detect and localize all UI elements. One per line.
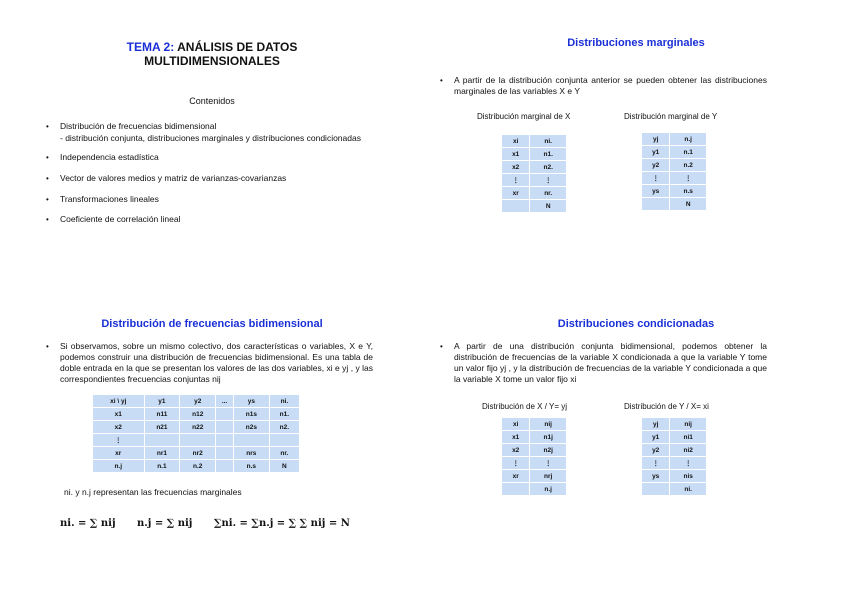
table-bidimensional xyxy=(92,394,300,473)
caption-cond-y: Distribución de Y / X= xi xyxy=(624,402,709,411)
table-cell: xi xyxy=(502,418,529,430)
table-cell: y2 xyxy=(642,444,669,456)
table-cell: n2. xyxy=(270,421,299,433)
table-cell: nrs xyxy=(234,447,269,459)
table-cell: n.j xyxy=(93,460,144,472)
table-cell: y1 xyxy=(642,146,669,158)
table-cell xyxy=(180,434,215,446)
table-cell: yj xyxy=(642,133,669,145)
table-cell: x2 xyxy=(502,444,529,456)
table-cell: x1 xyxy=(502,431,529,443)
table-cell: nr. xyxy=(270,447,299,459)
table-cell: ni. xyxy=(670,483,706,495)
table-cell: xr xyxy=(93,447,144,459)
contents-item: Transformaciones lineales xyxy=(60,194,159,204)
table-cell: n22 xyxy=(180,421,215,433)
table-cell: n.s xyxy=(234,460,269,472)
formula-ni: ni. = ∑ nij xyxy=(60,518,116,529)
table-marginal-y xyxy=(641,132,707,211)
table-cell: n1. xyxy=(530,148,566,160)
table-cell: x1 xyxy=(93,408,144,420)
table-cell: nr. xyxy=(530,187,566,199)
table-cell xyxy=(216,460,233,472)
slide3-text: Si observamos, sobre un mismo colectivo, dos características o variables, X e Y, podemos construir una distribución de frecuencias bidimensional. Es una tabla de doble entrada en la que se presentan los valores de las dos variables, xi e yj , y las correspondientes frecuencias conjuntas nij xyxy=(60,341,373,384)
table-cell: ... xyxy=(216,395,233,407)
slide-bidimensional: Distribución de frecuencias bidimensional • Si observamos, sobre un mismo colectivo, dos características o variables, X e Y, podemos construir una distribución de frecuencias bidimensional. Es una tabla de doble entrada en la que se presentan los valores de las dos variables, xi e yj , y las correspondientes frecuencias conjuntas nij xi \ yj y1 y2 ... ys ni. x1 n11 n12 n1s n1. x2 n21 n22 n2s n2. ⋮ xr nr1 nr2 nrs nr. n.j n.1 n.2 n.s N ni. y n.j representan las frecuencias marginales ni. = ∑ nij n.j = ∑ nij ∑ni. = ∑n.j = ∑ ∑ nij = N xyxy=(0,300,424,599)
table-cond-x xyxy=(501,417,567,496)
contents-heading: Contenidos xyxy=(189,96,235,106)
table-cell: n11 xyxy=(145,408,180,420)
table-cell: n1s xyxy=(234,408,269,420)
table-cell: n.j xyxy=(670,133,706,145)
table-cell: nr2 xyxy=(180,447,215,459)
table-cell: y2 xyxy=(180,395,215,407)
table-cell xyxy=(216,447,233,459)
contents-item: Independencia estadística xyxy=(60,152,159,162)
slide-marginales: Distribuciones marginales • A partir de la distribución conjunta anterior se pueden obtener las distribuciones marginales de las variables X e Y Distribución marginal de X Distribución marginal de Y xi ni. x1 n1. x2 n2. ⋮ ⋮ xr nr. N yj n.j y1 n.1 y2 n.2 ⋮ ⋮ ys n.s N xyxy=(424,0,848,299)
table-cell: n21 xyxy=(145,421,180,433)
table-cell: x2 xyxy=(502,161,529,173)
table-cell: ⋮ xyxy=(502,457,529,469)
table-cell: n1j xyxy=(530,431,566,443)
table-cell: n2s xyxy=(234,421,269,433)
table-cell: n1. xyxy=(270,408,299,420)
table-cell: n.j xyxy=(530,483,566,495)
table-cell: ⋮ xyxy=(93,434,144,446)
table-cell: nij xyxy=(670,418,706,430)
table-cell: xr xyxy=(502,470,529,482)
marginal-note: ni. y n.j representan las frecuencias marginales xyxy=(64,487,242,497)
table-cell: y1 xyxy=(642,431,669,443)
table-cell: N xyxy=(530,200,566,212)
contents-item: Vector de valores medios y matriz de varianzas-covarianzas xyxy=(60,173,287,183)
table-cell: ⋮ xyxy=(642,457,669,469)
table-cell: ni. xyxy=(530,135,566,147)
table-cell xyxy=(270,434,299,446)
table-cell xyxy=(502,200,529,212)
slide-condicionadas: Distribuciones condicionadas • A partir de una distribución conjunta bidimensional, podemos obtener la distribución de frecuencias de la variable X condicionada a que la variable Y tome un valor fijo yj , y la distribución de frecuencias de la variable Y condicionada a que la variable X tome un valor fijo xi Distribución de X / Y= yj Distribución de Y / X= xi xi nij x1 n1j x2 n2j ⋮ ⋮ xr nrj n.j yj nij y1 ni1 y2 ni2 ⋮ ⋮ ys nis ni. xyxy=(424,300,848,599)
table-cell: xi xyxy=(502,135,529,147)
table-cell: n.1 xyxy=(670,146,706,158)
table-cell: xi \ yj xyxy=(93,395,144,407)
formula-nj: n.j = ∑ nij xyxy=(137,518,193,529)
table-cell: n2. xyxy=(530,161,566,173)
table-cell xyxy=(234,434,269,446)
slide3-title: Distribución de frecuencias bidimensional xyxy=(101,318,323,330)
contents-item: Coeficiente de correlación lineal xyxy=(60,214,181,224)
table-cell: nij xyxy=(530,418,566,430)
table-cell: ⋮ xyxy=(642,172,669,184)
table-cell: n.1 xyxy=(145,460,180,472)
table-cell: n.s xyxy=(670,185,706,197)
table-cell xyxy=(502,483,529,495)
table-cell: ⋮ xyxy=(670,172,706,184)
caption-cond-x: Distribución de X / Y= yj xyxy=(482,402,568,411)
table-cell: y1 xyxy=(145,395,180,407)
table-cell: n2j xyxy=(530,444,566,456)
table-cell: N xyxy=(670,198,706,210)
table-marginal-x xyxy=(501,134,567,213)
table-cell: n.2 xyxy=(180,460,215,472)
table-cell: N xyxy=(270,460,299,472)
table-cell: n12 xyxy=(180,408,215,420)
table-cell: ys xyxy=(642,470,669,482)
table-cell: nis xyxy=(670,470,706,482)
slide4-text: A partir de una distribución conjunta bidimensional, podemos obtener la distribución de frecuencias de la variable X condicionada a que la variable Y tome un valor fijo yj , y la distribución de frecuencias de la variable Y condicionada a que la variable X tome un valor fijo xi xyxy=(454,341,767,384)
slide2-text: A partir de la distribución conjunta anterior se pueden obtener las distribuciones marginales de las variables X e Y xyxy=(454,75,767,96)
table-cell: ni. xyxy=(270,395,299,407)
caption-marginal-y: Distribución marginal de Y xyxy=(624,112,718,121)
table-cell xyxy=(216,434,233,446)
table-cell: nr1 xyxy=(145,447,180,459)
formula-total: ∑ni. = ∑n.j = ∑ ∑ nij = N xyxy=(214,518,350,529)
table-cell: ⋮ xyxy=(530,457,566,469)
contents-item: Distribución de frecuencias bidimensional xyxy=(60,121,217,131)
table-cell: nrj xyxy=(530,470,566,482)
contents-subitem: - distribución conjunta, distribuciones marginales y distribuciones condicionadas xyxy=(60,133,361,143)
table-cell: ni1 xyxy=(670,431,706,443)
table-cell: yj xyxy=(642,418,669,430)
slide4-title: Distribuciones condicionadas xyxy=(557,318,715,330)
table-cell: ys xyxy=(642,185,669,197)
table-cell: ni2 xyxy=(670,444,706,456)
slide-tema2: TEMA 2: ANÁLISIS DE DATOS MULTIDIMENSIONALES Contenidos • Distribución de frecuencias bidimensional - distribución conjunta, distribuciones marginales y distribuciones condicionadas • Independencia estadística • Vector de valores medios y matriz de varianzas-covarianzas • Transformaciones lineales • Coeficiente de correlación lineal xyxy=(0,0,424,299)
slide2-title: Distribuciones marginales xyxy=(567,37,705,49)
slide1-title: TEMA 2: ANÁLISIS DE DATOS MULTIDIMENSIONALES xyxy=(126,40,298,68)
table-cell: xr xyxy=(502,187,529,199)
table-cell: ys xyxy=(234,395,269,407)
table-cell xyxy=(642,483,669,495)
table-cell: ⋮ xyxy=(530,174,566,186)
table-cell: y2 xyxy=(642,159,669,171)
table-cell xyxy=(145,434,180,446)
table-cell xyxy=(216,421,233,433)
table-cell: x1 xyxy=(502,148,529,160)
table-cell xyxy=(216,408,233,420)
caption-marginal-x: Distribución marginal de X xyxy=(477,112,571,121)
table-cell: ⋮ xyxy=(502,174,529,186)
table-cond-y xyxy=(641,417,707,496)
table-cell xyxy=(642,198,669,210)
table-cell: n.2 xyxy=(670,159,706,171)
table-cell: ⋮ xyxy=(670,457,706,469)
table-cell: x2 xyxy=(93,421,144,433)
